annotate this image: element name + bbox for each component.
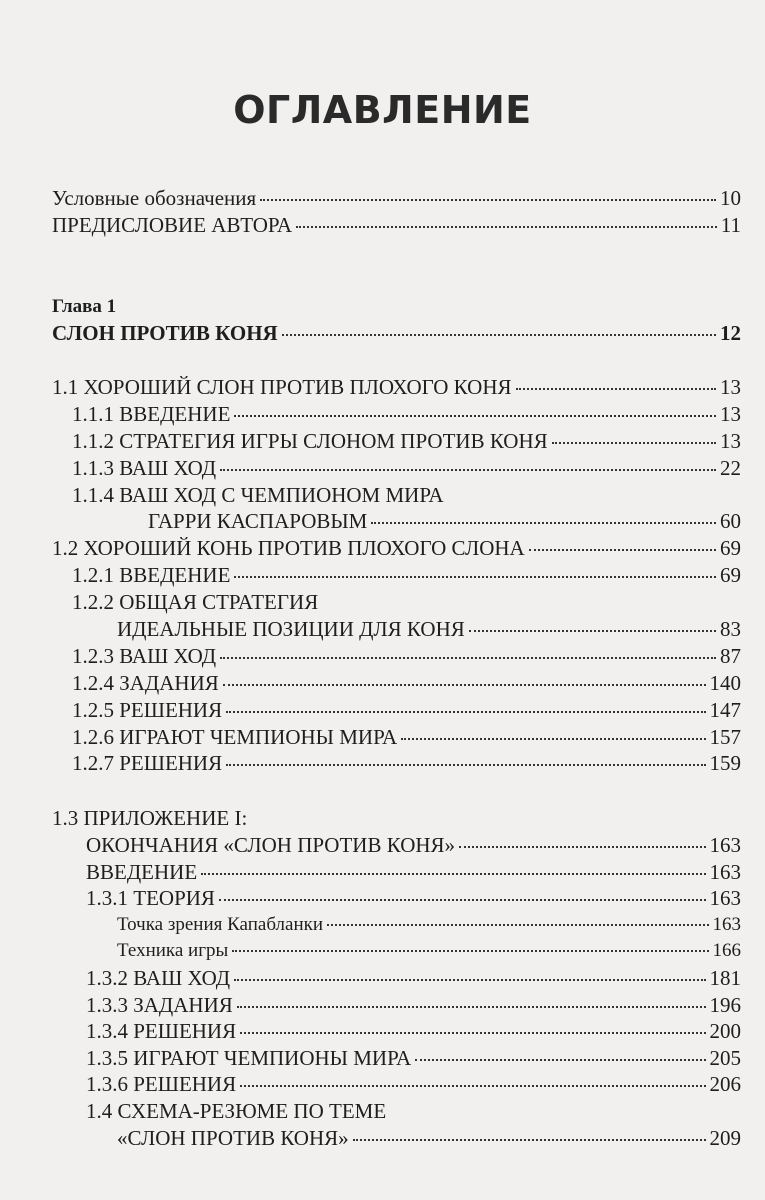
toc-entry-title: 1.1.2 СТРАТЕГИЯ ИГРЫ СЛОНОМ ПРОТИВ КОНЯ: [72, 429, 548, 453]
toc-entry[interactable]: [86, 1071, 741, 1097]
toc-entry-page: 205: [709, 1046, 741, 1070]
toc-entry-title: 1.2.3 ВАШ ХОД: [72, 644, 217, 668]
toc-entry[interactable]: [52, 374, 741, 400]
toc-entry-title: 1.3.1 ТЕОРИЯ: [86, 886, 215, 910]
toc-entry-title: ПРЕДИСЛОВИЕ АВТОРА: [52, 213, 293, 237]
toc-entry-title: 1.2.1 ВВЕДЕНИЕ: [72, 563, 231, 587]
toc-entry-title: 1.3.4 РЕШЕНИЯ: [86, 1019, 237, 1043]
toc-entry[interactable]: [148, 508, 741, 534]
toc-entry[interactable]: [52, 185, 741, 211]
leader-dots: [234, 576, 716, 578]
toc-entry-page: 69: [720, 563, 741, 587]
leader-dots: [240, 1032, 705, 1034]
toc-entry-page: 147: [709, 698, 741, 722]
toc-entry-page: 163: [709, 886, 741, 910]
leader-dots: [260, 199, 716, 201]
leader-dots: [552, 442, 716, 444]
leader-dots: [529, 549, 716, 551]
toc-entry-title: 1.2.6 ИГРАЮТ ЧЕМПИОНЫ МИРА: [72, 725, 398, 749]
toc-entry[interactable]: [86, 859, 741, 885]
toc-entry-title: Условные обозначения: [52, 186, 257, 210]
toc-entry-page: 157: [709, 725, 741, 749]
toc-entry[interactable]: [117, 1125, 741, 1151]
toc-entry-page: 69: [720, 536, 741, 560]
leader-dots: [327, 924, 708, 926]
toc-entry-page: 163: [709, 833, 741, 857]
leader-dots: [469, 630, 716, 632]
toc-entry-page: 13: [720, 402, 741, 426]
toc-entry-page: 159: [709, 751, 741, 775]
toc-entry[interactable]: [72, 750, 741, 776]
leader-dots: [226, 711, 705, 713]
leader-dots: [219, 899, 706, 901]
leader-dots: [220, 469, 716, 471]
toc-entry-title: 1.2 ХОРОШИЙ КОНЬ ПРОТИВ ПЛОХОГО СЛОНА: [52, 536, 525, 560]
toc-entry[interactable]: [72, 643, 741, 669]
toc-entry-page: 22: [720, 456, 741, 480]
toc-entry[interactable]: [72, 670, 741, 696]
toc-entry-page: 12: [720, 321, 741, 345]
toc-entry-title: 1.1.3 ВАШ ХОД: [72, 456, 217, 480]
toc-entry-page: 140: [709, 671, 741, 695]
leader-dots: [234, 979, 705, 981]
toc-entry-title[interactable]: 1.1.4 ВАШ ХОД С ЧЕМПИОНОМ МИРА: [72, 483, 444, 507]
toc-entry-title: 1.3.6 РЕШЕНИЯ: [86, 1072, 237, 1096]
toc-entry-page: 181: [709, 966, 741, 990]
leader-dots: [201, 873, 705, 875]
toc-entry-title: ВВЕДЕНИЕ: [86, 860, 198, 884]
toc-entry[interactable]: [86, 992, 741, 1018]
toc-entry-title: 1.2.5 РЕШЕНИЯ: [72, 698, 223, 722]
toc-entry[interactable]: [72, 562, 741, 588]
toc-entry[interactable]: [72, 724, 741, 750]
toc-entry[interactable]: [52, 535, 741, 561]
leader-dots: [237, 1006, 706, 1008]
toc-entry-page: 87: [720, 644, 741, 668]
toc-entry-title: «СЛОН ПРОТИВ КОНЯ»: [117, 1126, 349, 1150]
toc-entry-title: 1.1.1 ВВЕДЕНИЕ: [72, 402, 231, 426]
toc-entry[interactable]: [52, 212, 741, 238]
toc-entry-title: СЛОН ПРОТИВ КОНЯ: [52, 321, 278, 345]
toc-entry-page: 11: [720, 213, 741, 237]
leader-dots: [232, 950, 708, 952]
toc-entry-page: 206: [709, 1072, 741, 1096]
toc-entry[interactable]: [117, 938, 741, 964]
toc-entry-title: ИДЕАЛЬНЫЕ ПОЗИЦИИ ДЛЯ КОНЯ: [117, 617, 465, 641]
toc-entry-title: 1.3.2 ВАШ ХОД: [86, 966, 231, 990]
leader-dots: [240, 1085, 705, 1087]
toc-entry-title: 1.3.3 ЗАДАНИЯ: [86, 993, 233, 1017]
toc-entry-title: 1.3.5 ИГРАЮТ ЧЕМПИОНЫ МИРА: [86, 1046, 412, 1070]
toc-entry[interactable]: [72, 428, 741, 454]
leader-dots: [401, 738, 705, 740]
toc-entry[interactable]: [117, 912, 741, 938]
toc-entry-title: Точка зрения Капабланки: [117, 914, 324, 935]
toc-entry[interactable]: [86, 885, 741, 911]
toc-entry[interactable]: [86, 965, 741, 991]
toc-entry-title[interactable]: 1.2.2 ОБЩАЯ СТРАТЕГИЯ: [72, 590, 319, 614]
chapter-entry[interactable]: [52, 320, 741, 346]
toc-entry-title: 1.2.7 РЕШЕНИЯ: [72, 751, 223, 775]
toc-entry[interactable]: [86, 832, 741, 858]
toc-entry-page: 196: [709, 993, 741, 1017]
toc-entry-page: 83: [720, 617, 741, 641]
toc-entry[interactable]: [117, 616, 741, 642]
leader-dots: [296, 226, 717, 228]
toc-entry[interactable]: [86, 1018, 741, 1044]
toc-entry-title: Техника игры: [117, 940, 229, 961]
toc-entry-page: 163: [709, 860, 741, 884]
toc-entry-title[interactable]: 1.3 ПРИЛОЖЕНИЕ I:: [52, 806, 248, 830]
toc-entry-title: 1.1 ХОРОШИЙ СЛОН ПРОТИВ ПЛОХОГО КОНЯ: [52, 375, 512, 399]
leader-dots: [353, 1139, 706, 1141]
leader-dots: [371, 522, 716, 524]
toc-entry[interactable]: [72, 697, 741, 723]
toc-entry-title[interactable]: 1.4 СХЕМА-РЕЗЮМЕ ПО ТЕМЕ: [86, 1099, 387, 1123]
toc-entry-title: 1.2.4 ЗАДАНИЯ: [72, 671, 219, 695]
leader-dots: [223, 684, 706, 686]
toc-entry[interactable]: [86, 1045, 741, 1071]
leader-dots: [415, 1059, 705, 1061]
toc-entry[interactable]: [72, 401, 741, 427]
chapter-label: Глава 1: [52, 296, 117, 317]
toc-entry-page: 60: [720, 509, 741, 533]
toc-entry-title: ОКОНЧАНИЯ «СЛОН ПРОТИВ КОНЯ»: [86, 833, 456, 857]
toc-entry-page: 166: [712, 940, 741, 961]
toc-entry-title: ГАРРИ КАСПАРОВЫМ: [148, 509, 368, 533]
toc-entry-page: 13: [720, 429, 741, 453]
leader-dots: [459, 846, 705, 848]
toc-entry-page: 209: [709, 1126, 741, 1150]
toc-entry-page: 10: [720, 186, 741, 210]
toc-entry-page: 200: [709, 1019, 741, 1043]
toc-entry-page: 13: [720, 375, 741, 399]
leader-dots: [234, 415, 716, 417]
toc-entry-page: 163: [712, 914, 741, 935]
page-title: ОГЛАВЛЕНИЕ: [233, 88, 532, 132]
toc-entry[interactable]: [72, 455, 741, 481]
leader-dots: [282, 334, 716, 336]
leader-dots: [220, 657, 716, 659]
leader-dots: [516, 388, 716, 390]
leader-dots: [226, 764, 705, 766]
